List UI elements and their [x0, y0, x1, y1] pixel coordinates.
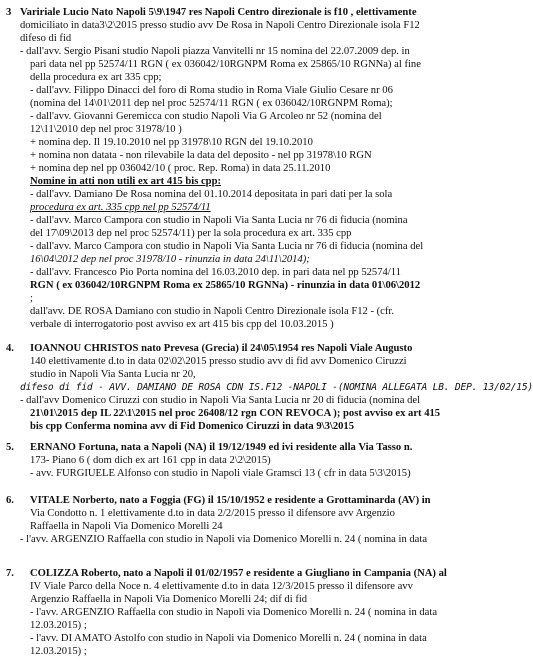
- entry-3: [20, 6, 464, 331]
- entry-line: bis cpp Conferma nomina avv di Fid Domenico Ciruzzi in data 9\3\2015: [30, 421, 355, 432]
- entry-5: [20, 441, 464, 480]
- entry-line: - dall'avv. Marco Campora con studio in Napoli Via Santa Lucia nr 76 di fiducia (nomina del: [30, 241, 424, 252]
- entry-line: - avv. FURGIUELE Alfonso con studio in Napoli viale Gramsci 13 ( cfr in data 5\3\2015): [30, 468, 411, 479]
- entry-line: - l'avv. ARGENZIO Raffaella con studio in Napoli via Domenico Morelli n. 24 ( nomina in data: [20, 534, 428, 545]
- entry-line: IOANNOU CHRISTOS nato Prevesa (Grecia) il 24\05\1954 res Napoli Viale Augusto: [30, 343, 413, 354]
- entry-line: 21\01\2015 dep IL 22\1\2015 nel proc 26408/12 rgn CON REVOCA ); post avviso ex art 415: [30, 408, 441, 419]
- entry-7: [20, 567, 464, 658]
- handwritten-note: difeso di fid - AVV. DAMIANO DE ROSA CDN IS.F12 -NAPOLI -(NOMINA ALLEGATA LB. DEP. 13/02/15): [20, 382, 533, 393]
- entry-line: dall'avv. DE ROSA Damiano con studio in Napoli Centro Direzionale isola F12 - (cfr.: [30, 306, 394, 317]
- entry-line: pari data nel pp 52574/11 RGN ( ex 036042/10RGNPM Roma ex 25865/10 RGNNa) al fine: [30, 59, 421, 70]
- entry-line: del 17\09\2013 dep nel proc 52574/11) per la sola procedura ex art. 335 cpp: [30, 228, 352, 239]
- entry-line: COLIZZA Roberto, nato a Napoli il 01/02/1957 e residente a Giugliano in Campania (NA) al: [30, 568, 447, 579]
- entry-line: (nomina del 14\01\2011 dep nel proc 52574/11 RGN ( ex 036042/10RGNPM Roma);: [30, 98, 393, 109]
- entry-line: + nomina dep nel pp 036042/10 ( proc. Rep. Roma) in data 25.11.2010: [30, 163, 331, 174]
- entry-line: 12\11\2010 dep nel proc 31978/10 ): [30, 124, 182, 135]
- entry-line: 173- Piano 6 ( dom dich ex art 161 cpp in data 2\2\2015): [30, 455, 271, 466]
- entry-line: - dall'avv. Francesco Pio Porta nomina del 16.03.2010 dep. in pari data nel pp 52574/11: [30, 267, 401, 278]
- entry-number: 7.: [6, 568, 14, 579]
- entry-number: 5.: [6, 442, 14, 453]
- entry-line: + nomina dep. Il 19.10.2010 nel pp 31978\10 RGN del 19.10.2010: [30, 137, 313, 148]
- entry-line: difeso di fid: [20, 33, 72, 44]
- entry-line: - dall'avv. Damiano De Rosa nomina del 01.10.2014 depositata in pari dati per la sola: [30, 189, 393, 200]
- entry-line: procedura ex art. 335 cpp nel pp 52574/11: [30, 202, 211, 213]
- entry-line: 16\04\2012 dep nel proc 31978/10 - rinunzia in data 24\11\2014);: [30, 254, 310, 265]
- entry-line: - dall'avv. Sergio Pisani studio Napoli piazza Vanvitelli nr 15 nomina del 22.07.2009 dep. in: [20, 46, 410, 57]
- entry-line: verbale di interrogatorio post avviso ex art 415 bis cpp del 10.03.2015 ): [30, 319, 334, 330]
- entry-number: 6.: [6, 495, 14, 506]
- entry-line: - l'avv. ARGENZIO Raffaella con studio in Napoli via Domenico Morelli n. 24 ( nomina in data: [30, 607, 438, 618]
- entry-line: - dall'avv. Giovanni Geremicca con studio Napoli Via G Arcoleo nr 52 (nomina del: [30, 111, 382, 122]
- entry-line: della procedura ex art 335 cpp;: [30, 72, 162, 83]
- entry-line: - l'avv. DI AMATO Astolfo con studio in Napoli via Domenico Morelli n. 24 ( nomina in data: [30, 633, 427, 644]
- entry-4: [20, 342, 533, 433]
- entry-line: - dall'avv. Filippo Dinacci del foro di Roma studio in Roma Viale Giulio Cesare nr 06: [30, 85, 393, 96]
- entry-line: IV Viale Parco della Noce n. 4 elettivamente d.to in data 12/3/2015 presso il difensore avv: [30, 581, 413, 592]
- entry-line: - dall'avv Domenico Ciruzzi con studio in Napoli Via Santa Lucia nr 20 di fiducia (nomina del: [20, 395, 421, 406]
- entry-line: Raffaella in Napoli Via Domenico Morelli 24: [30, 521, 223, 532]
- entry-line: Nomine in atti non utili ex art 415 bis cpp:: [30, 176, 221, 187]
- entry-number: 3: [6, 7, 12, 18]
- entry-line: + nomina non datata - non rilevabile la data del deposito - nel pp 31978\10 RGN: [30, 150, 372, 161]
- entry-line: 140 elettivamente d.to in data 02\02\2015 presso studio avv di fid avv Domenico Ciruzzi: [30, 356, 407, 367]
- entry-line: ERNANO Fortuna, nata a Napoli (NA) il 19/12/1949 ed ivi residente alla Via Tasso n.: [30, 442, 413, 453]
- entry-line: Via Condotto n. 1 elettivamente d.to in data 2/2/2015 presso il difensore avv Argenzio: [30, 508, 395, 519]
- entry-line: Variriale Lucio Nato Napoli 5\9\1947 res Napoli Centro direzionale is f10 , elettivamente: [20, 7, 417, 18]
- entry-line: RGN ( ex 036042/10RGNPM Roma ex 25865/10 RGNNa) - rinunzia in data 01\06\2012: [30, 280, 421, 291]
- entry-6: [20, 494, 464, 546]
- entry-line: studio in Napoli Via Santa Lucia nr 20,: [30, 369, 196, 380]
- entry-line: 12.03.2015) ;: [30, 620, 87, 631]
- entry-line: Argenzio Raffaella in Napoli Via Domenico Morelli 24; dif di fid: [30, 594, 308, 605]
- entry-line: - dall'avv. Marco Campora con studio in Napoli Via Santa Lucia nr 76 di fiducia (nomina: [30, 215, 408, 226]
- entry-line: domiciliato in data3\2\2015 presso studio avv De Rosa in Napoli Centro Direzionale isola F12: [20, 20, 420, 31]
- entry-line: VITALE Norberto, nato a Foggia (FG) il 15/10/1952 e residente a Grottaminarda (AV) in: [30, 495, 431, 506]
- entry-line: 12.03.2015) ;: [30, 646, 87, 657]
- entry-line: ;: [30, 293, 33, 304]
- entry-number: 4.: [6, 343, 14, 354]
